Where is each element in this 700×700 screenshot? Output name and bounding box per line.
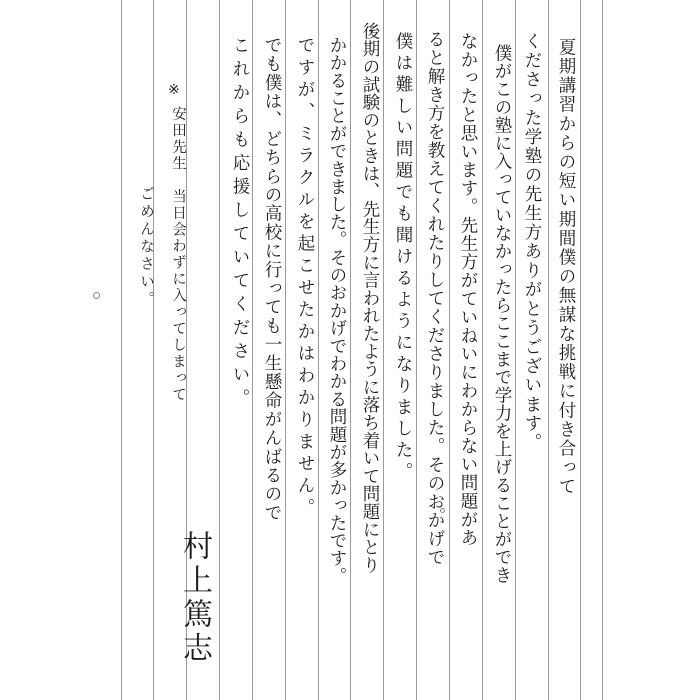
rule-line [548, 0, 549, 700]
rule-line [153, 0, 154, 700]
letter-line-8: かかることができました。そのおかげでわかる問題が多かったです。 [327, 36, 347, 585]
letter-line-11: これからも応援していてください。 [230, 36, 250, 412]
letter-line-9: ですが、ミラクルを起こせたかはわかりません。 [295, 36, 315, 520]
rule-line [580, 0, 581, 700]
letter-line-6: 僕は難しい問題でも聞けるようになりました。 [393, 32, 413, 484]
letter-line-10: でも僕は、どちらの高校に行っても一生懸命がんばるので [262, 36, 282, 523]
rule-line [350, 0, 351, 700]
rule-line [285, 0, 286, 700]
rule-line [449, 0, 450, 700]
letter-line-1: 夏期講習からの短い期間僕の無謀な挑戦に付き合って [556, 38, 576, 497]
letter-line-2: くださった学塾の先生方ありがとうございます。 [522, 32, 542, 453]
note-mark: ※ [168, 82, 180, 98]
rule-line [219, 0, 220, 700]
rule-line [515, 0, 516, 700]
note-line-1: 安田先生 当日会わずに入ってしまって [170, 106, 186, 403]
paper-mark [93, 292, 100, 299]
signature: 村上篤志 [177, 530, 212, 666]
rule-line [416, 0, 417, 700]
rule-line [602, 0, 603, 700]
letter-line-5: ると解き方を教えてくれたりしてくださりました。そのおかげで [425, 30, 445, 567]
note-line-2: ごめんなさい。 [138, 186, 154, 309]
paper-mark [440, 508, 445, 513]
rule-line [318, 0, 319, 700]
rule-line [482, 0, 483, 700]
letter-line-7: 後期の試験のときは、先生方に言われたように落ち着いて問題にとり [360, 22, 380, 574]
rule-line [121, 0, 122, 700]
letter-line-3: 僕がこの塾に入っていなかったらここまで学力を上げることができ [492, 44, 512, 584]
rule-line [383, 0, 384, 700]
rule-line [252, 0, 253, 700]
letter-line-4: なかったと思います。先生方がていねいにわからない問題があ [458, 32, 478, 548]
